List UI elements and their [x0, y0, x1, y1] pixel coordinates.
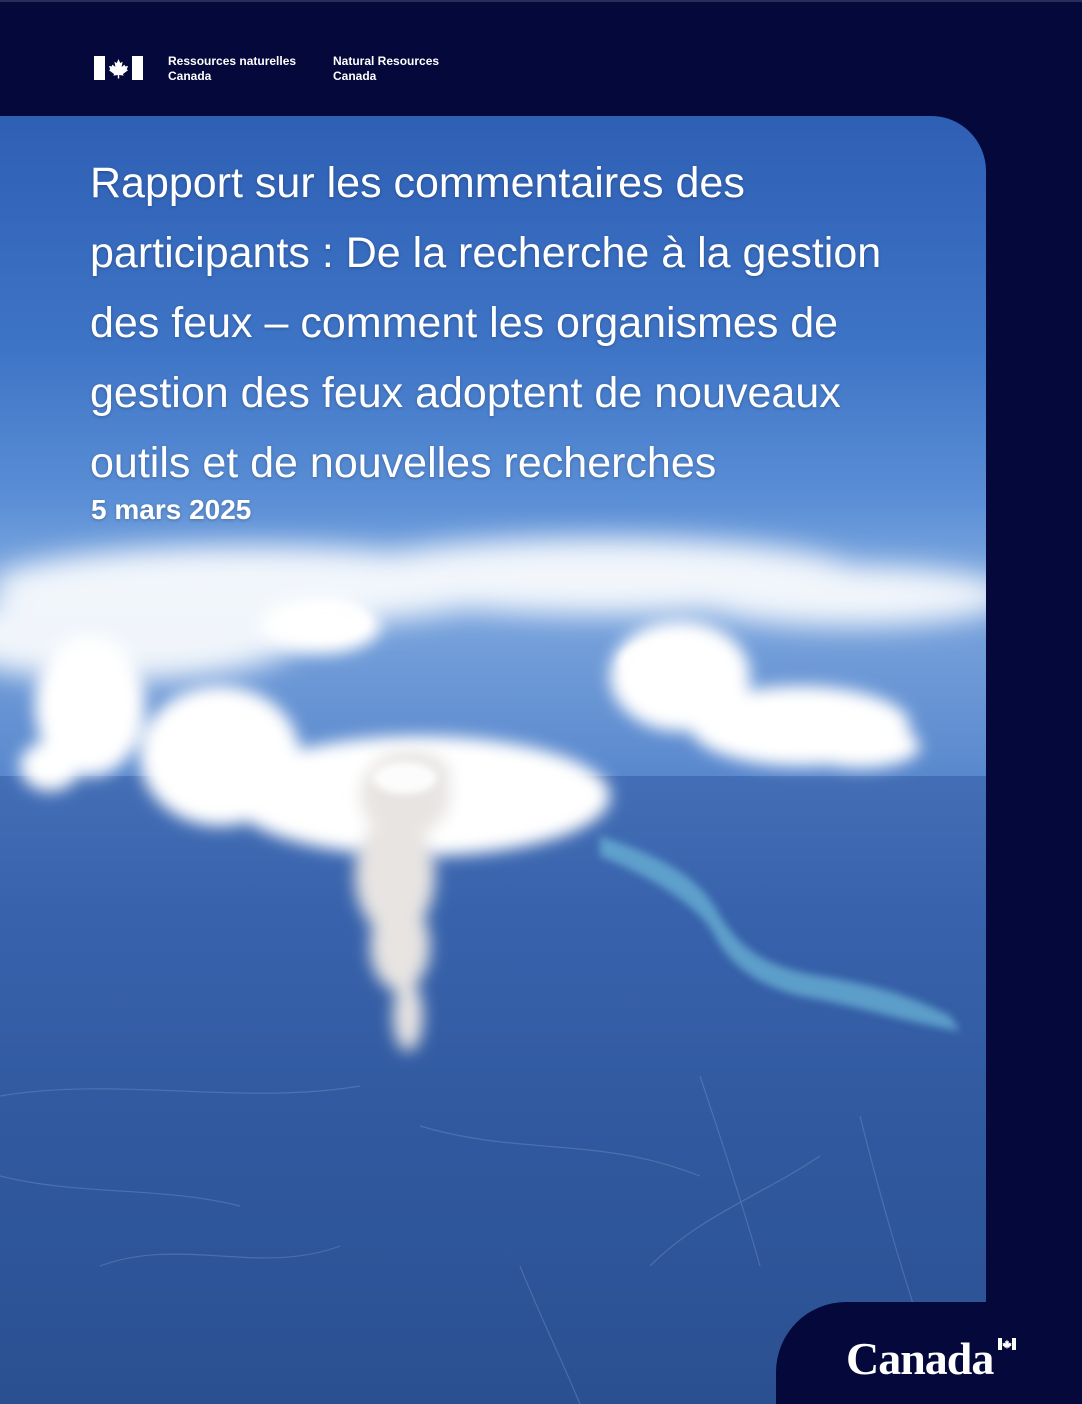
title-line-5: outils et de nouvelles recherches — [90, 439, 717, 487]
signature-en-line2: Canada — [333, 69, 377, 83]
canada-wordmark: Canada — [846, 1333, 994, 1384]
signature-fr-line2: Canada — [168, 69, 212, 83]
title-line-3: des feux – comment les organismes de — [90, 299, 839, 347]
signature-fr-line1: Ressources naturelles — [168, 54, 297, 68]
title-line-2: participants : De la recherche à la gestion — [90, 229, 882, 277]
top-border — [0, 0, 1082, 2]
report-date: 5 mars 2025 — [91, 494, 252, 525]
canada-flag-icon — [94, 56, 143, 80]
title-line-1: Rapport sur les commentaires des — [90, 159, 745, 207]
report-title — [90, 148, 990, 498]
signature-french — [168, 54, 296, 84]
signature-english — [333, 54, 439, 84]
wordmark-flag-icon — [998, 1338, 1016, 1350]
signature-en-line1: Natural Resources — [333, 54, 440, 68]
title-line-4: gestion des feux adoptent de nouveaux — [90, 369, 841, 417]
